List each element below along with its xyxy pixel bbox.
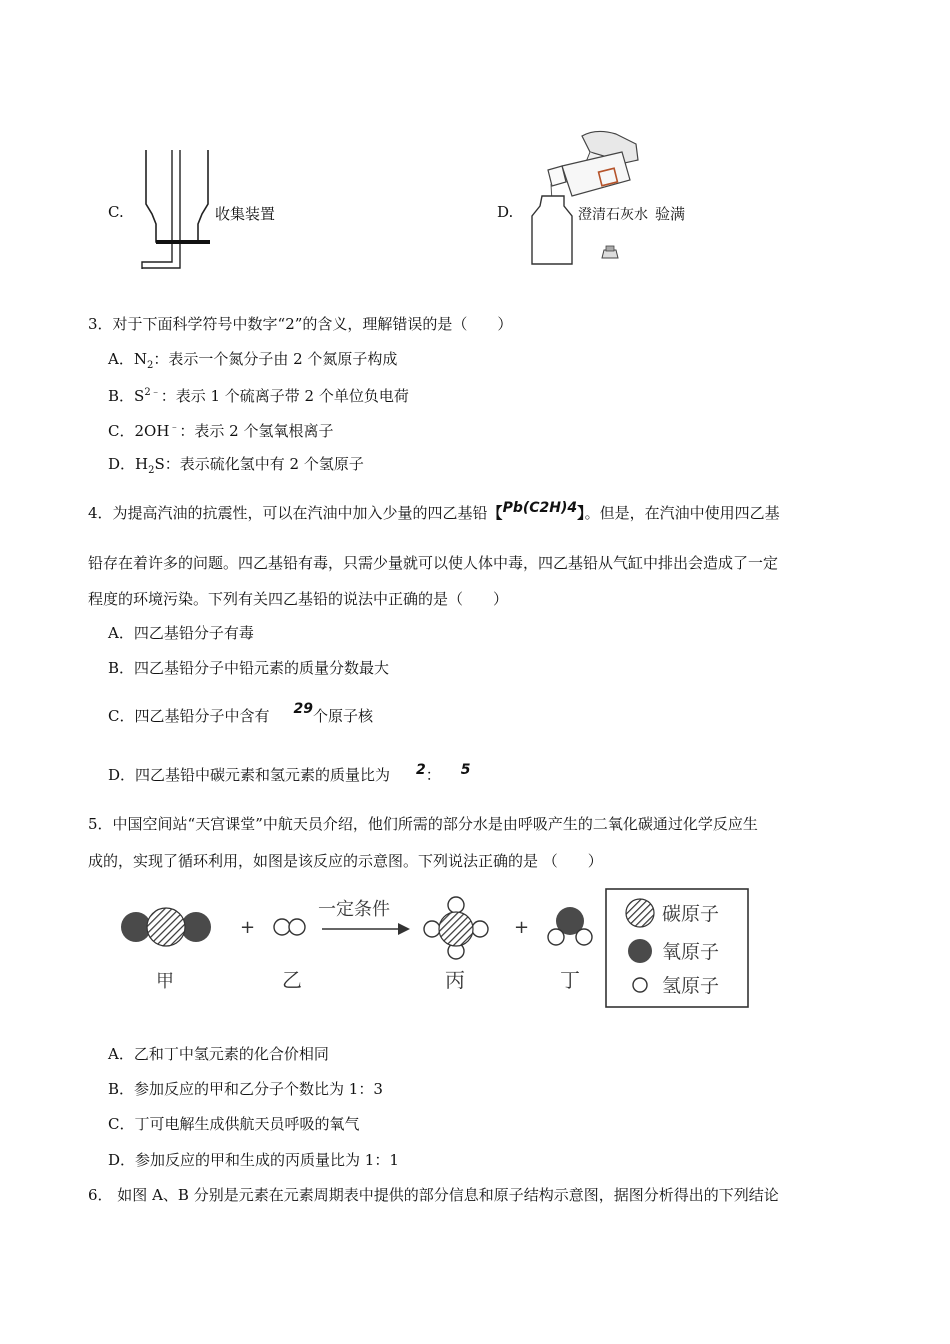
legend-oxygen: 氧原子 — [662, 941, 720, 963]
q5-option-b: B．参加反应的甲和乙分子个数比为 1：3 — [108, 1080, 383, 1098]
legend-carbon: 碳原子 — [662, 903, 720, 925]
q4-option-d: D．四乙基铅中碳元素和氢元素的质量比为 2： 5 — [108, 762, 471, 784]
item-c-caption: 收集装置 — [215, 205, 276, 223]
collection-apparatus-figure — [138, 146, 218, 274]
label-yi: 乙 — [282, 968, 302, 992]
plus-sign-1: + — [240, 917, 256, 938]
q4-option-b: B．四乙基铅分子中铅元素的质量分数最大 — [108, 659, 390, 677]
q6-line1: 6． 如图 A、B 分别是元素在元素周期表中提供的部分信息和原子结构示意图，据图分析得出的下列结论 — [88, 1186, 779, 1204]
q4-line3: 程度的环境污染。下列有关四乙基铅的说法中正确的是（ ） — [88, 590, 509, 608]
molecule-ding — [548, 907, 592, 945]
q5-option-d: D．参加反应的甲和生成的丙质量比为 1：1 — [108, 1151, 399, 1169]
q3-option-a: A．$N_2$：表示一个氮分子由 2 个氮原子构成 — [108, 350, 398, 371]
molecule-jia — [121, 908, 211, 946]
q3-option-d: D．$H_2S$：表示硫化氢中有 2 个氢原子 — [108, 455, 364, 476]
legend-box — [606, 889, 748, 1007]
reaction-diagram — [110, 885, 760, 1013]
q4-option-c: C．四乙基铅分子中含有 29个原子核 — [108, 701, 373, 725]
q3-stem: 3．对于下面科学符号中数字“2”的含义，理解错误的是（ ） — [88, 315, 513, 333]
reaction-arrow-head — [398, 923, 410, 935]
reaction-condition: 一定条件 — [318, 899, 390, 920]
limewater-label: 澄清石灰水 — [578, 204, 648, 224]
label-ding: 丁 — [560, 968, 580, 992]
q4-option-a: A．四乙基铅分子有毒 — [108, 624, 254, 642]
q4-line1: 4．为提高汽油的抗震性，可以在汽油中加入少量的四乙基铅【Pb(C2H)4】。但是，在汽油中使用四乙基 — [88, 500, 780, 522]
label-bing: 丙 — [445, 968, 465, 992]
q3-option-c: C．2OH﹣：表示 2 个氢氧根离子 — [108, 422, 334, 440]
tetraethyl-lead-formula: Pb(C2H)4 — [502, 500, 578, 516]
label-jia: 甲 — [156, 971, 174, 992]
q5-line1: 5．中国空间站“天宫课堂”中航天员介绍，他们所需的部分水是由呼吸产生的二氧化碳通过化学反应生 — [88, 815, 758, 833]
limewater-pouring-figure — [524, 126, 644, 270]
item-d-caption: 验满 — [655, 205, 686, 223]
q5-line2: 成的，实现了循环利用，如图是该反应的示意图。下列说法正确的是 （ ） — [88, 852, 603, 870]
legend-hydrogen: 氢原子 — [662, 975, 720, 997]
q3-option-b: B．$S^{2﹣}$：表示 1 个硫离子带 2 个单位负电荷 — [108, 387, 409, 405]
item-c-letter: C. — [108, 203, 124, 221]
item-d-letter: D. — [497, 203, 514, 221]
q5-option-c: C．丁可电解生成供航天员呼吸的氧气 — [108, 1115, 360, 1133]
molecule-yi — [274, 919, 305, 935]
molecule-bing — [424, 897, 488, 959]
plus-sign-2: + — [514, 917, 530, 938]
q5-option-a: A．乙和丁中氢元素的化合价相同 — [108, 1045, 329, 1063]
q4-line2: 铅存在着许多的问题。四乙基铅有毒，只需少量就可以使人体中毒，四乙基铅从气缸中排出会造成了一定 — [88, 554, 779, 572]
